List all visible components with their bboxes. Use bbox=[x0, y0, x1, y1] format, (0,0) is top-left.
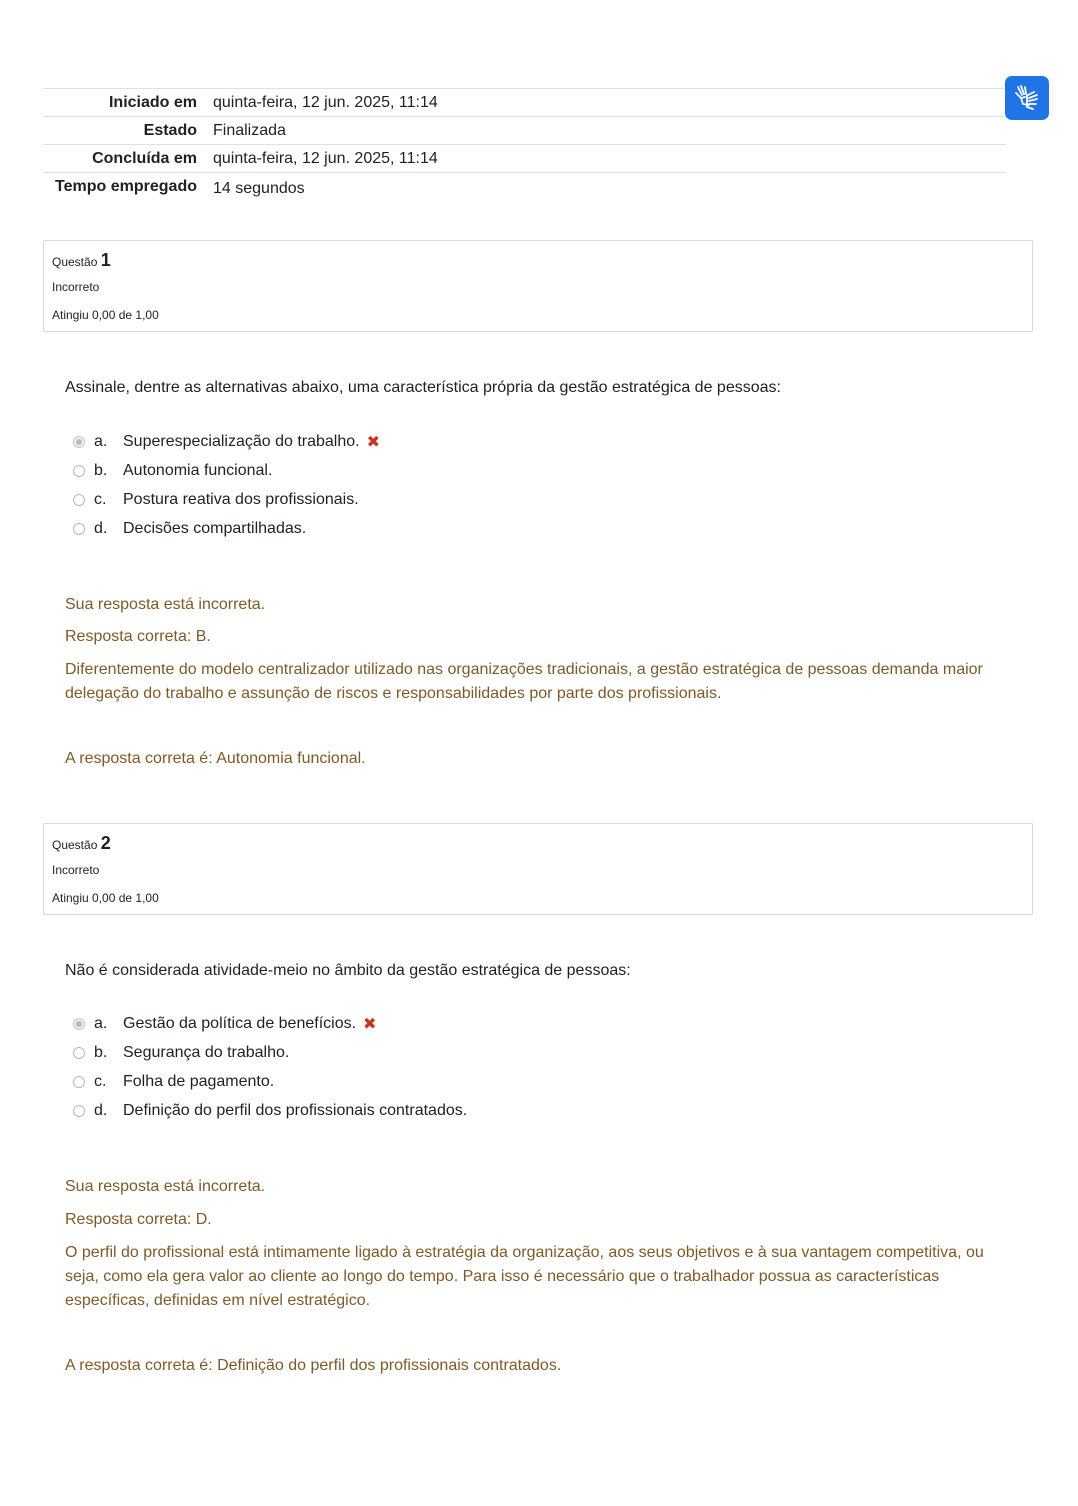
summary-label: Tempo empregado bbox=[55, 178, 197, 195]
feedback-status: Sua resposta está incorreta. bbox=[65, 596, 266, 613]
answer-list-1 bbox=[73, 427, 380, 543]
answer-text: Decisões compartilhadas. bbox=[123, 519, 307, 537]
summary-row-started bbox=[43, 89, 1006, 117]
summary-label: Estado bbox=[143, 122, 197, 139]
answer-list-2 bbox=[73, 1009, 467, 1125]
accessibility-button[interactable] bbox=[1005, 76, 1049, 120]
feedback-correct-letter: Resposta correta: D. bbox=[65, 1211, 212, 1228]
answer-text: Postura reativa dos profissionais. bbox=[123, 490, 359, 508]
answer-letter: c. bbox=[94, 490, 107, 508]
radio-button[interactable] bbox=[73, 436, 85, 448]
summary-row-time-taken bbox=[43, 173, 1006, 204]
radio-button[interactable] bbox=[73, 1076, 85, 1088]
summary-table bbox=[43, 88, 1006, 203]
answer-letter: d. bbox=[94, 1101, 108, 1119]
question-label: Questão bbox=[52, 838, 98, 852]
feedback-explanation: O perfil do profissional está intimamente ligado à estratégia da organização, aos seus objetivos e à sua vantagem competitiva, ou seja, como ela gera valor ao cliente ao longo do tempo. Para isso é necessário que o trabalhador possua as características específicas, definidas em nível estratégico. bbox=[65, 1244, 984, 1309]
radio-button[interactable] bbox=[73, 1105, 85, 1117]
answer-letter: d. bbox=[94, 519, 108, 537]
answer-letter: b. bbox=[94, 461, 108, 479]
question-state: Incorreto bbox=[52, 280, 100, 294]
incorrect-x-icon: ✖ bbox=[363, 1015, 377, 1033]
summary-row-state bbox=[43, 117, 1006, 145]
feedback-1 bbox=[65, 593, 1015, 771]
feedback-explanation: Diferentemente do modelo centralizador utilizado nas organizações tradicionais, a gestão estratégica de pessoas demanda maior delegação do trabalho e assunção de riscos e responsabilidades por parte dos profissionais. bbox=[65, 661, 983, 702]
question-number-value: 1 bbox=[100, 250, 111, 270]
sign-language-hands-icon bbox=[1012, 83, 1042, 113]
summary-label: Concluída em bbox=[92, 150, 197, 167]
question-number-value: 2 bbox=[100, 833, 111, 853]
answer-text: Superespecialização do trabalho. bbox=[123, 432, 360, 450]
summary-value: Finalizada bbox=[213, 122, 286, 139]
answer-text: Gestão da política de benefícios. bbox=[123, 1014, 357, 1032]
answer-letter: c. bbox=[94, 1072, 107, 1090]
feedback-correct-answer: A resposta correta é: Autonomia funcional. bbox=[65, 750, 366, 767]
question-grade: Atingiu 0,00 de 1,00 bbox=[52, 891, 159, 905]
answer-option-a[interactable] bbox=[73, 427, 380, 456]
answer-option-c[interactable] bbox=[73, 485, 380, 514]
answer-option-c[interactable] bbox=[73, 1067, 467, 1096]
radio-button[interactable] bbox=[73, 465, 85, 477]
radio-button[interactable] bbox=[73, 1018, 85, 1030]
radio-button[interactable] bbox=[73, 523, 85, 535]
question-info-1 bbox=[43, 240, 1033, 332]
question-label: Questão bbox=[52, 255, 98, 269]
attempt-summary bbox=[43, 88, 1035, 203]
feedback-correct-letter: Resposta correta: B. bbox=[65, 628, 211, 645]
summary-value: quinta-feira, 12 jun. 2025, 11:14 bbox=[213, 150, 438, 167]
question-text-1: Assinale, dentre as alternativas abaixo, uma característica própria da gestão estratégica de pessoas: bbox=[65, 379, 781, 396]
answer-option-d[interactable] bbox=[73, 1096, 467, 1125]
question-state: Incorreto bbox=[52, 863, 100, 877]
answer-letter: b. bbox=[94, 1043, 108, 1061]
answer-option-a[interactable] bbox=[73, 1009, 467, 1038]
summary-label: Iniciado em bbox=[108, 94, 197, 111]
summary-value: 14 segundos bbox=[213, 180, 305, 197]
question-number bbox=[52, 250, 111, 271]
summary-value: quinta-feira, 12 jun. 2025, 11:14 bbox=[213, 94, 438, 111]
answer-text: Folha de pagamento. bbox=[123, 1072, 275, 1090]
feedback-correct-answer: A resposta correta é: Definição do perfil dos profissionais contratados. bbox=[65, 1357, 562, 1374]
answer-text: Autonomia funcional. bbox=[123, 461, 273, 479]
answer-option-b[interactable] bbox=[73, 456, 380, 485]
question-text-2: Não é considerada atividade-meio no âmbito da gestão estratégica de pessoas: bbox=[65, 962, 631, 979]
question-info-2 bbox=[43, 823, 1033, 915]
answer-option-b[interactable] bbox=[73, 1038, 467, 1067]
answer-letter: a. bbox=[94, 1014, 108, 1032]
incorrect-x-icon: ✖ bbox=[366, 433, 381, 451]
answer-letter: a. bbox=[94, 432, 108, 450]
radio-button[interactable] bbox=[73, 1047, 85, 1059]
radio-button[interactable] bbox=[73, 494, 85, 506]
question-grade: Atingiu 0,00 de 1,00 bbox=[52, 308, 159, 322]
feedback-2 bbox=[65, 1175, 1015, 1378]
question-number bbox=[52, 833, 111, 854]
answer-text: Segurança do trabalho. bbox=[123, 1043, 290, 1061]
answer-option-d[interactable] bbox=[73, 514, 380, 543]
answer-text: Definição do perfil dos profissionais contratados. bbox=[123, 1101, 468, 1119]
feedback-status: Sua resposta está incorreta. bbox=[65, 1178, 266, 1195]
summary-row-completed bbox=[43, 145, 1006, 173]
